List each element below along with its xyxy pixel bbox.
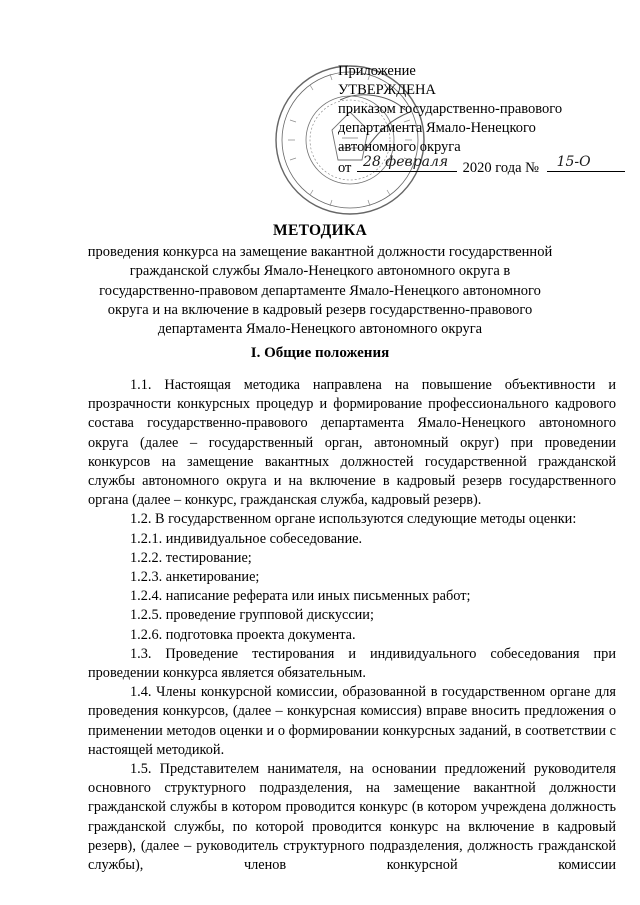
list-item-1-2-2: 1.2.2. тестирование; bbox=[130, 549, 252, 566]
document-body bbox=[88, 376, 616, 875]
paragraph-1-2: 1.2. В государственном органе используются следующие методы оценки: bbox=[130, 511, 577, 528]
paragraph-1-1: 1.1. Настоящая методика направлена на повышение объективности и прозрачности конкурсных процедур и формирование профессионального кадрового состава государственно-правового департамента Ямало-Ненецкого автономного округа (далее – государственный орган, автономный округ) при проведении конкурсов на замещение вакантных должностей государственной гражданской службы автономного округа и на включение в кадровый резерв государственного органа (далее – конкурс, гражданская служба, кадровый резерв). bbox=[88, 377, 616, 509]
handwritten-number: 15-О bbox=[556, 154, 591, 170]
order-line-2: департамента Ямало-Ненецкого bbox=[338, 120, 536, 136]
approval-block bbox=[338, 62, 638, 178]
appendix-label: Приложение bbox=[338, 63, 416, 79]
handwritten-date: 28 февраля bbox=[363, 154, 449, 170]
number-blank bbox=[547, 154, 625, 172]
paragraph-1-5: 1.5. Представителем нанимателя, на основании предложений руководителя основного структурного подразделения, на замещение вакантной должности гражданской службы в котором проводится конкурс (в котором учреждена должность гражданской службы, по которой проводится конкурс на включение в кадровый резерв), (далее – руководитель структурного подразделения, должность гражданской службы), членов конкурсной комиссии bbox=[88, 761, 616, 874]
document-subtitle: проведения конкурса на замещение вакантной должности государственной гражданской службы Ямало-Ненецкого автономного округа в государственно-правовом департаменте Ямало-Ненецкого автономного округа и на включение в кадровый резерв государственно-правового департамента Ямало-Ненецкого автономного округа bbox=[87, 244, 553, 338]
year-number-label: 2020 года № bbox=[462, 160, 539, 176]
section-heading: I. Общие положения bbox=[250, 345, 390, 361]
document-title: МЕТОДИКА bbox=[273, 222, 367, 239]
list-item-1-2-3: 1.2.3. анкетирование; bbox=[130, 569, 260, 586]
paragraph-1-4: 1.4. Члены конкурсной комиссии, образованной в государственном органе для проведения конкурсов, (далее – конкурсная комиссия) вправе вносить предложения о применении методов оценки и о формировании конкурсных заданий, в соответствии с настоящей методикой. bbox=[88, 684, 616, 758]
approved-label: УТВЕРЖДЕНА bbox=[338, 82, 436, 98]
date-prefix: от bbox=[338, 160, 352, 176]
paragraph-1-3: 1.3. Проведение тестирования и индивидуального собеседования при проведении конкурса является обязательным. bbox=[88, 645, 616, 682]
list-item-1-2-6: 1.2.6. подготовка проекта документа. bbox=[130, 626, 356, 643]
order-line-1: приказом государственно-правового bbox=[338, 101, 563, 117]
list-item-1-2-5: 1.2.5. проведение групповой дискуссии; bbox=[130, 607, 374, 624]
date-blank bbox=[357, 154, 457, 172]
list-item-1-2-4: 1.2.4. написание реферата или иных письменных работ; bbox=[130, 588, 471, 605]
list-item-1-2-1: 1.2.1. индивидуальное собеседование. bbox=[130, 530, 363, 547]
order-date-line bbox=[338, 154, 638, 178]
order-line-3: автономного округа bbox=[338, 139, 461, 155]
